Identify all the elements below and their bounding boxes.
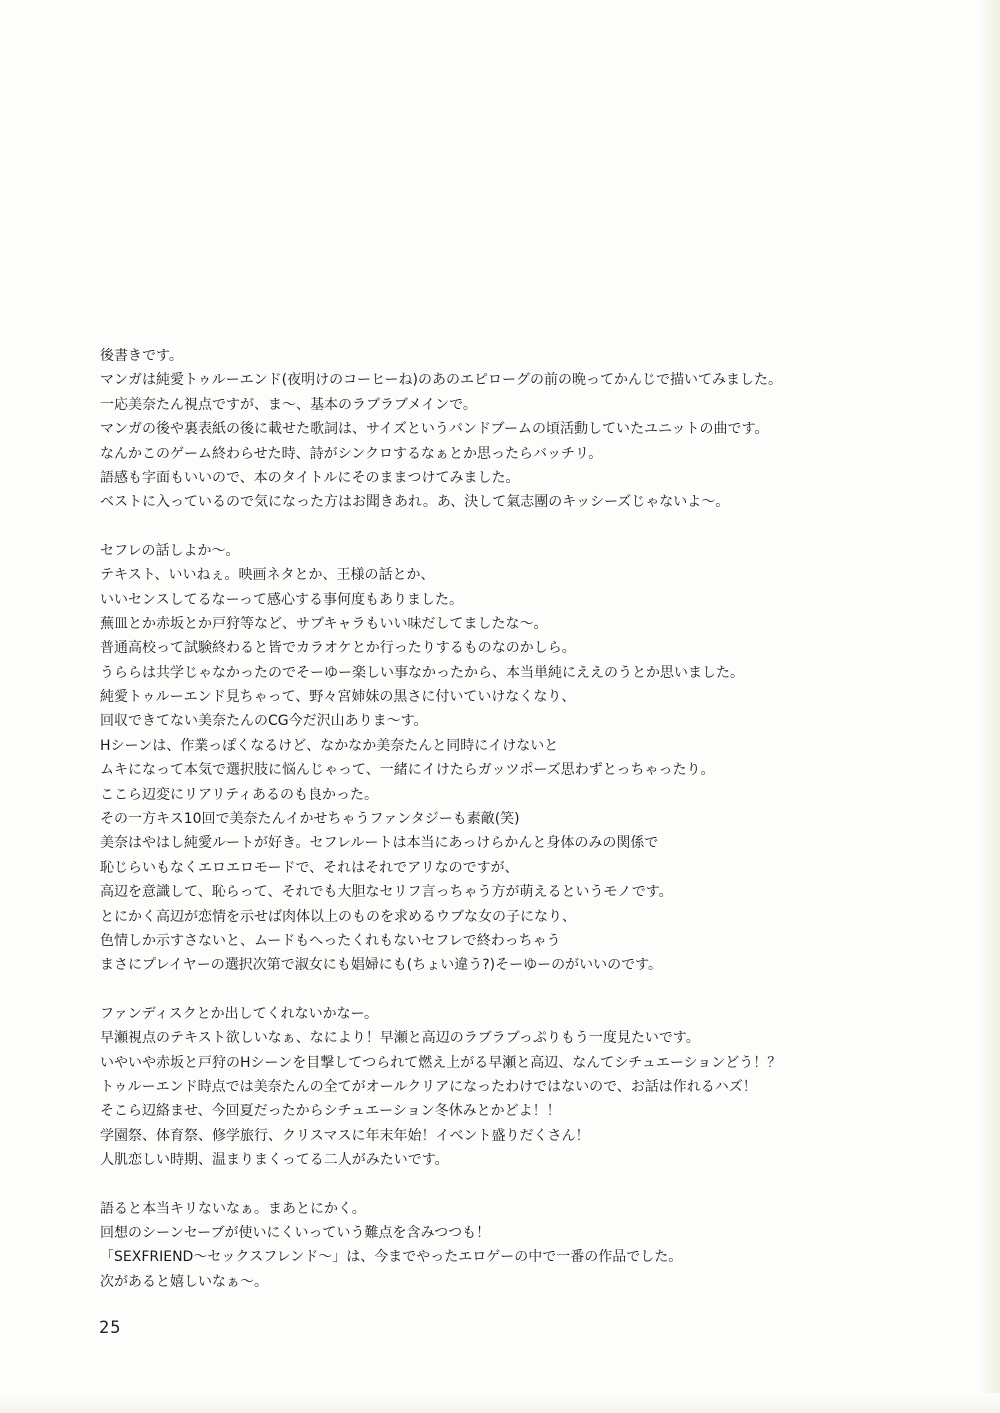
text-line: いやいや赤坂と戸狩のHシーンを目撃してつられて燃え上がる早瀬と高辺、なんてシチュエーションどう！？ <box>100 1054 782 1071</box>
page-bottom-edge <box>0 1393 1000 1413</box>
text-line: マンガの後や裏表紙の後に載せた歌詞は、サイズというバンドブームの頃活動していたユニットの曲です。 <box>100 421 769 438</box>
afterword-text <box>100 344 960 1318</box>
text-line: うららは共学じゃなかったのでそーゆー楽しい事なかったから、本当単純にええのうとか思いました。 <box>100 664 744 681</box>
text-line: 美奈はやはし純愛ルートが好き。セフレルートは本当にあっけらかんと身体のみの関係で <box>100 835 659 852</box>
text-line: ムキになって本気で選択肢に悩んじゃって、一緒にイけたらガッツポーズ思わずとっちゃったり。 <box>100 762 715 779</box>
text-line: その一方キス10回で美奈たんイかせちゃうファンタジーも素敵(笑) <box>100 811 520 828</box>
page-number: 25 <box>99 1318 122 1338</box>
text-line: なんかこのゲーム終わらせた時、詩がシンクロするなぁとか思ったらバッチリ。 <box>100 445 603 462</box>
page-right-edge <box>978 0 1000 1413</box>
text-line: 語感も字面もいいので、本のタイトルにそのままつけてみました。 <box>100 469 520 486</box>
paragraph-closing <box>100 1197 960 1295</box>
text-line: マンガは純愛トゥルーエンド(夜明けのコーヒーね)のあのエピローグの前の晩ってかんじで描いてみました。 <box>100 372 783 389</box>
text-line: 蕪皿とか赤坂とか戸狩等など、サブキャラもいい味だしてましたな～。 <box>100 615 548 632</box>
text-line: Hシーンは、作業っぽくなるけど、なかなか美奈たんと同時にイけないと <box>100 737 559 754</box>
text-line: ファンディスクとか出してくれないかなー。 <box>100 1005 379 1022</box>
paragraph-intro <box>100 344 960 515</box>
text-line: 早瀬視点のテキスト欲しいなぁ、なにより！早瀬と高辺のラブラブっぷりもう一度見たいです。 <box>100 1030 700 1047</box>
text-line: 高辺を意識して、恥らって、それでも大胆なセリフ言っちゃう方が萌えるというモノです。 <box>100 884 673 901</box>
text-line: 普通高校って試験終わると皆でカラオケとか行ったりするものなのかしら。 <box>100 640 576 657</box>
text-line: 恥じらいもなくエロエロモードで、それはそれでアリなのですが、 <box>100 859 519 876</box>
text-line: 純愛トゥルーエンド見ちゃって、野々宮姉妹の黒さに付いていけなくなり、 <box>100 689 576 706</box>
text-line: 回収できてない美奈たんのCG今だ沢山ありま～す。 <box>100 713 428 730</box>
text-line: ここら辺変にリアリティあるのも良かった。 <box>100 786 379 803</box>
text-line: セフレの話しよか～。 <box>100 542 240 559</box>
text-line: テキスト、いいねぇ。映画ネタとか、王様の話とか、 <box>100 567 435 584</box>
text-line: 色情しか示すさないと、ムードもへったくれもないセフレで終わっちゃう <box>100 932 561 949</box>
text-line: 次があると嬉しいなぁ～。 <box>100 1273 268 1290</box>
text-line: そこら辺絡ませ、今回夏だったからシチュエーション冬休みとかどよ！！ <box>100 1103 561 1120</box>
text-line: 「SEXFRIEND～セックスフレンド～」は、今までやったエロゲーの中で一番の作品でした。 <box>100 1249 683 1266</box>
text-line: 学園祭、体育祭、修学旅行、クリスマスに年末年始！イベント盛りだくさん！ <box>100 1127 590 1144</box>
text-line: トゥルーエンド時点では美奈たんの全てがオールクリアになったわけではないので、お話は作れるハズ！ <box>100 1078 757 1095</box>
text-line: とにかく高辺が恋情を示せば肉体以上のものを求めるウブな女の子になり、 <box>100 908 576 925</box>
paragraph-sefure <box>100 539 960 978</box>
text-line: 回想のシーンセーブが使いにくいっていう難点を含みつつも！ <box>100 1224 491 1241</box>
text-line: 後書きです。 <box>100 348 183 364</box>
text-line: 語ると本当キリないなぁ。まあとにかく。 <box>100 1200 366 1217</box>
text-line: 一応美奈たん視点ですが、ま～、基本のラブラブメインで。 <box>100 396 477 413</box>
text-line: いいセンスしてるなーって感心する事何度もありました。 <box>100 591 464 608</box>
paragraph-fandisc <box>100 1002 960 1173</box>
text-line: まさにプレイヤーの選択次第で淑女にも娼婦にも(ちょい違う?)そーゆーのがいいのです。 <box>100 957 662 974</box>
text-line: ベストに入っているので気になった方はお聞きあれ。あ、決して氣志團のキッシーズじゃないよ～。 <box>100 494 730 511</box>
text-line: 人肌恋しい時期、温まりまくってる二人がみたいです。 <box>100 1152 449 1169</box>
